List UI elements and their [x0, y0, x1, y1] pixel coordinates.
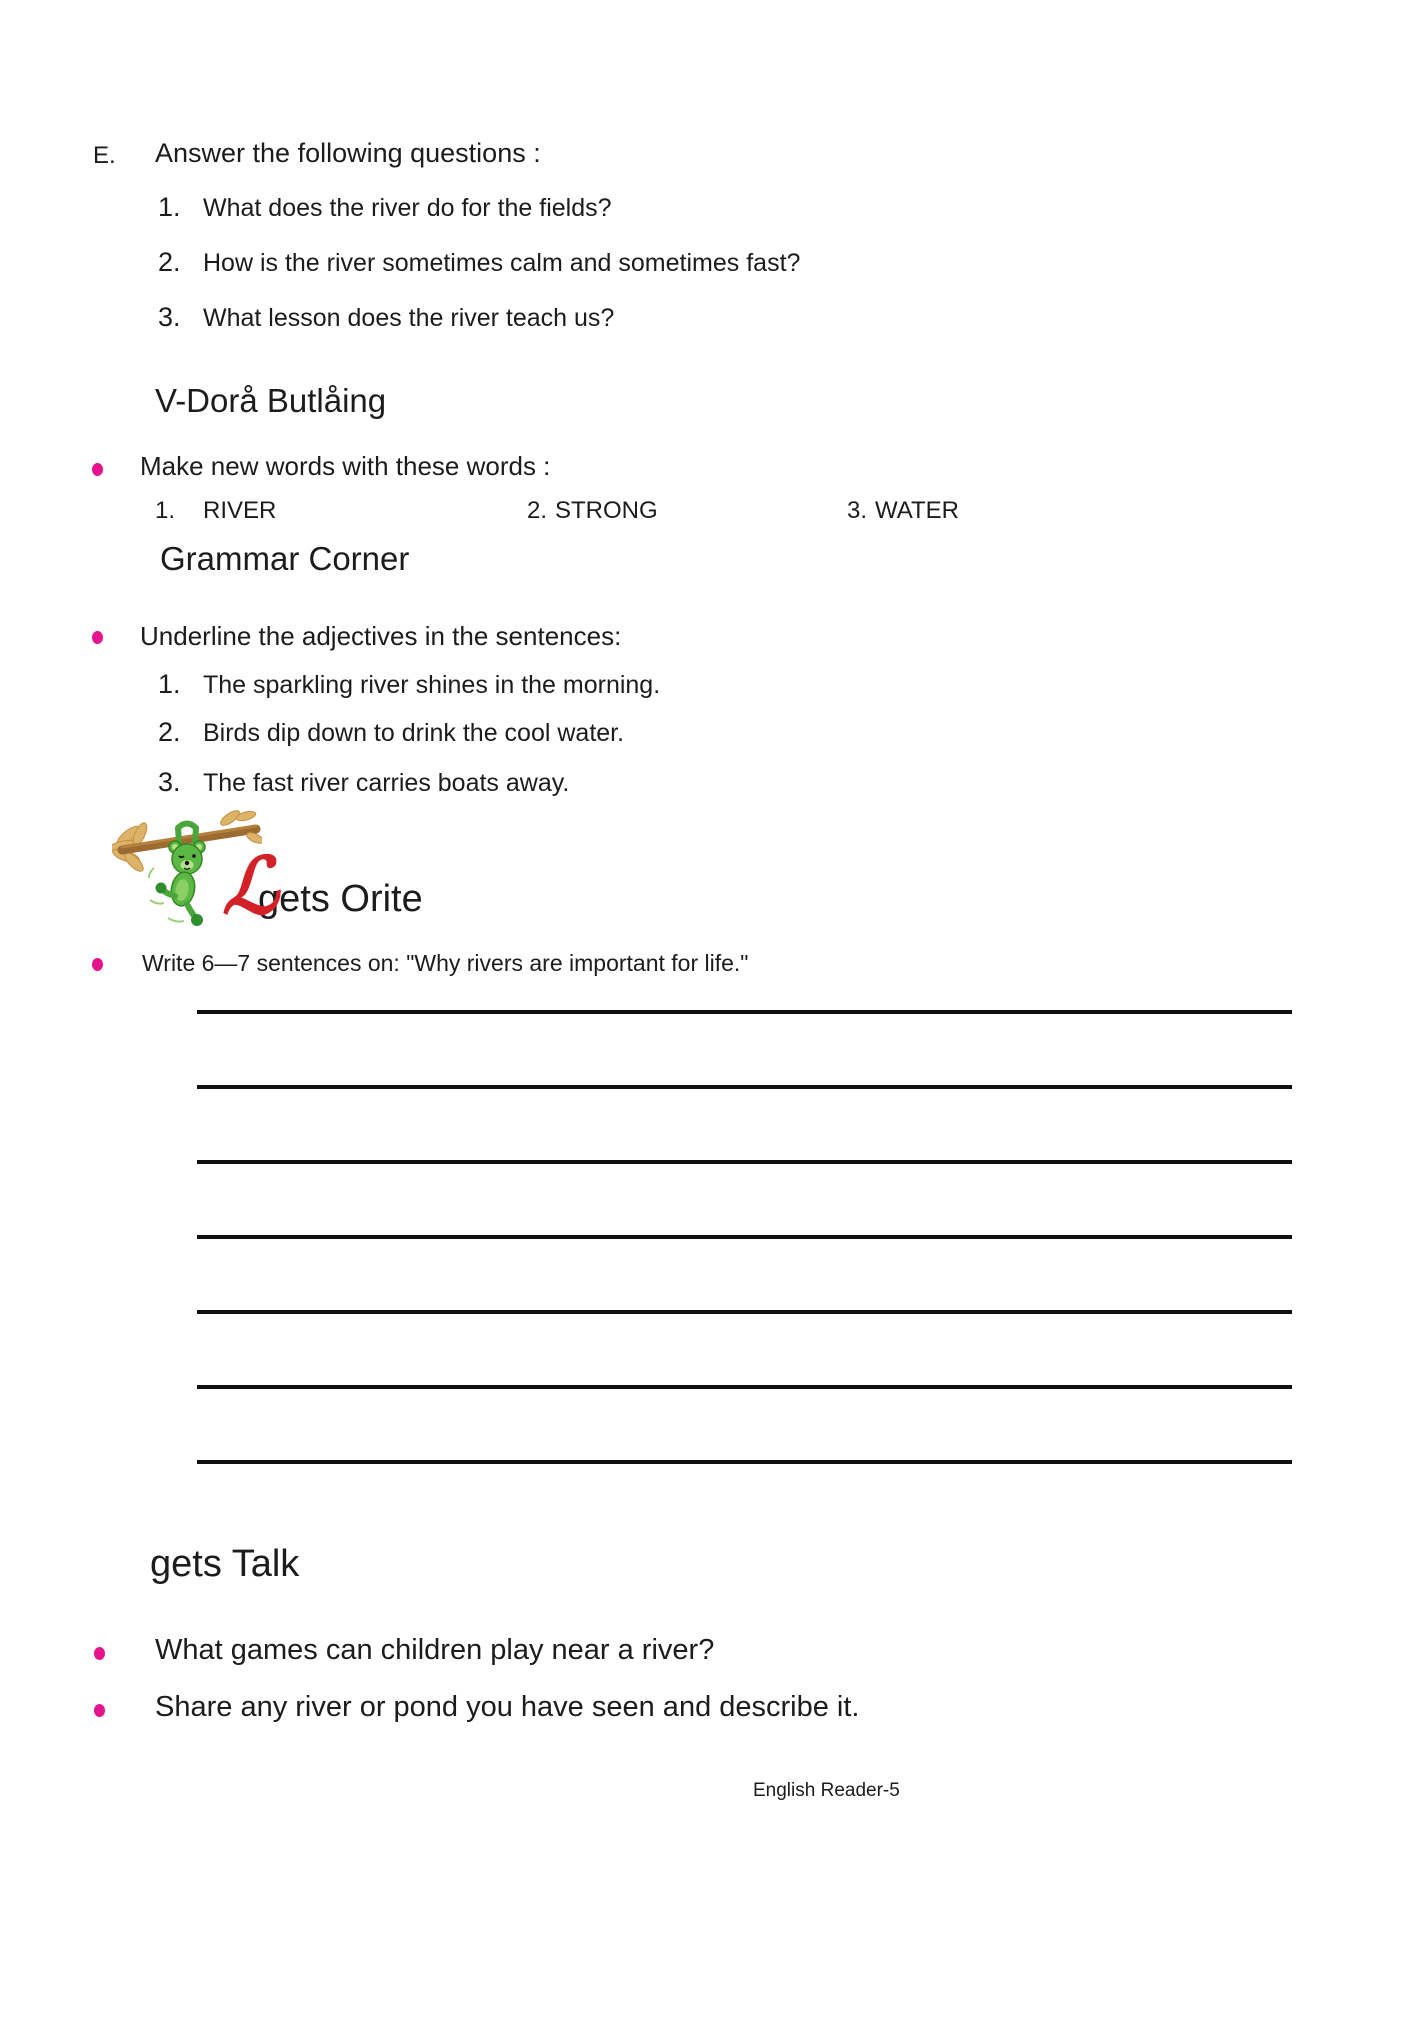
word-number: 3.: [847, 497, 868, 524]
word-number: 2.: [527, 497, 548, 524]
word-building-prompt: Make new words with these words :: [140, 451, 551, 481]
sentence-row: [158, 717, 624, 748]
lets-write-prompt: Write 6—7 sentences on: "Why rivers are important for life.": [142, 950, 749, 976]
lets-talk-heading: gets Talk: [150, 1543, 300, 1585]
writing-line: [197, 1385, 1292, 1389]
bullet-dot: [94, 1704, 105, 1717]
question-row: [158, 247, 800, 278]
question-text: What lesson does the river teach us?: [203, 304, 615, 332]
word-item: [155, 497, 276, 525]
sentence-text: The sparkling river shines in the morning.: [203, 671, 661, 699]
writing-line: [197, 1010, 1292, 1014]
sentence-text: Birds dip down to drink the cool water.: [203, 719, 625, 747]
sentence-number: 3.: [158, 767, 181, 797]
talk-question: Share any river or pond you have seen and describe it.: [155, 1691, 860, 1723]
word-building-heading: V-Dorå Butlåing: [155, 382, 387, 419]
sentence-number: 1.: [158, 669, 181, 699]
writing-line: [197, 1235, 1292, 1239]
writing-line: [197, 1160, 1292, 1164]
question-text: What does the river do for the fields?: [203, 194, 612, 222]
word-text: WATER: [875, 497, 960, 524]
question-row: [158, 302, 614, 333]
word-text: STRONG: [555, 497, 658, 524]
grammar-prompt: Underline the adjectives in the sentences:: [140, 621, 622, 651]
question-row: [158, 192, 612, 223]
sentence-row: [158, 767, 569, 798]
writing-line: [197, 1460, 1292, 1464]
sentence-row: [158, 669, 660, 700]
lets-write-heading: gets Orite: [258, 878, 423, 920]
decorative-letter: ℒ: [222, 841, 279, 932]
footer-page-label: English Reader-5: [753, 1780, 900, 1801]
sentence-number: 2.: [158, 717, 181, 747]
question-number: 3.: [158, 302, 181, 332]
section-e-title: Answer the following questions :: [155, 138, 541, 168]
bullet-dot: [92, 958, 103, 971]
question-number: 2.: [158, 247, 181, 277]
question-number: 1.: [158, 192, 181, 222]
talk-question: What games can children play near a river?: [155, 1634, 715, 1666]
section-e-label: E.: [93, 142, 116, 169]
word-number: 1.: [155, 497, 176, 524]
sentence-text: The fast river carries boats away.: [203, 769, 570, 797]
grammar-corner-heading: Grammar Corner: [160, 540, 410, 577]
word-text: RIVER: [203, 497, 277, 524]
writing-lines: [197, 1010, 1292, 1535]
question-text: How is the river sometimes calm and sometimes fast?: [203, 249, 801, 277]
bullet-dot: [92, 463, 103, 476]
word-item: [527, 497, 658, 525]
bullet-dot: [92, 631, 103, 644]
writing-line: [197, 1310, 1292, 1314]
bullet-dot: [94, 1647, 105, 1660]
writing-line: [197, 1085, 1292, 1089]
word-item: [847, 497, 959, 525]
